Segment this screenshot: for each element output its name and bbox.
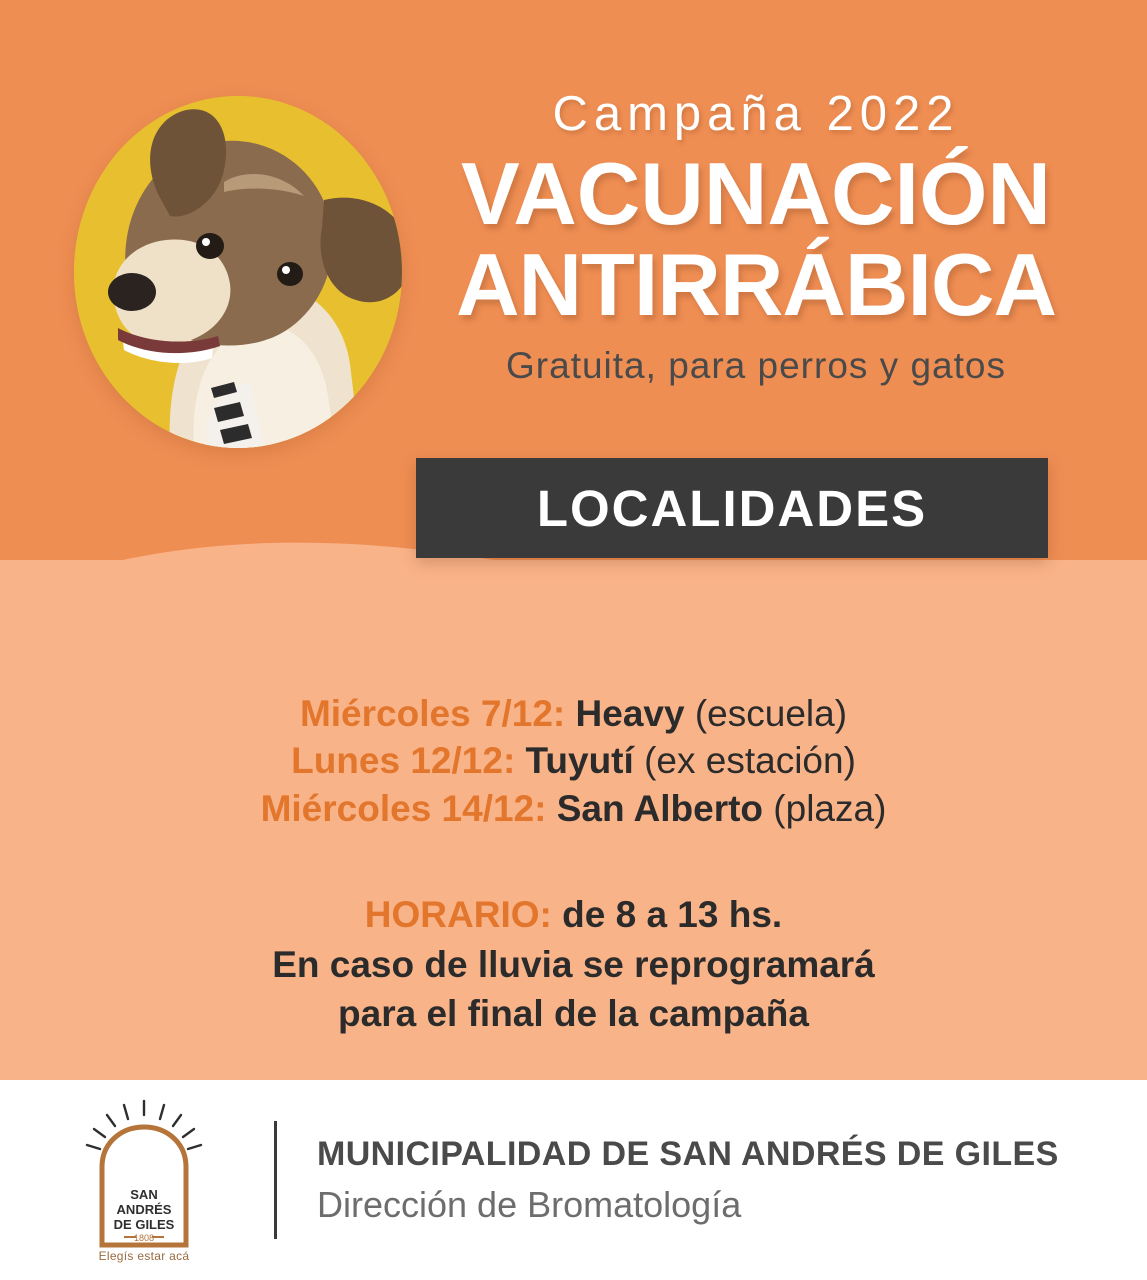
- headline-block: [416, 88, 1096, 387]
- svg-text:SAN: SAN: [130, 1187, 158, 1202]
- schedule-row: [0, 785, 1147, 832]
- rain-note-line-1: En caso de lluvia se reprogramará: [272, 943, 875, 985]
- schedule-list: [0, 690, 1147, 832]
- schedule-row: [0, 690, 1147, 737]
- poster-title-line-1: VACUNACIÓN: [461, 143, 1051, 243]
- hours-value: de 8 a 13 hs.: [562, 894, 783, 935]
- svg-text:DE GILES: DE GILES: [113, 1217, 175, 1232]
- logo-slogan: Elegís estar acá: [98, 1249, 190, 1263]
- schedule-date: Miércoles 7/12:: [299, 693, 566, 734]
- poster-subtitle: Gratuita, para perros y gatos: [506, 344, 1006, 386]
- svg-text:ANDRÉS: ANDRÉS: [116, 1202, 172, 1217]
- schedule-date: Miércoles 14/12:: [260, 787, 547, 829]
- municipality-logo: [28, 1095, 260, 1265]
- hours-block: [0, 890, 1147, 1039]
- localidades-label: LOCALIDADES: [536, 479, 928, 537]
- campaign-year-line: Campaña 2022: [552, 87, 960, 141]
- footer-organization: MUNICIPALIDAD DE SAN ANDRÉS DE GILES: [317, 1134, 1059, 1173]
- schedule-date: Lunes 12/12:: [291, 740, 516, 782]
- poster-title: [416, 143, 1096, 335]
- rain-note-line-2: para el final de la campaña: [338, 993, 809, 1035]
- hours-row: [0, 890, 1147, 940]
- schedule-place: Heavy: [575, 693, 685, 734]
- schedule-detail: (plaza): [773, 787, 887, 829]
- footer-bar: [0, 1080, 1147, 1280]
- schedule-detail: (ex estación): [644, 740, 856, 782]
- schedule-detail: (escuela): [694, 693, 848, 734]
- dog-illustration: [74, 96, 402, 448]
- sunrise-arch-logo-icon: [28, 1095, 260, 1265]
- poster-title-line-2: ANTIRRÁBICA: [455, 235, 1057, 335]
- dog-photo: [74, 96, 402, 448]
- footer-divider: [274, 1121, 277, 1239]
- localidades-banner: [416, 458, 1048, 558]
- hours-label: HORARIO:: [364, 894, 552, 935]
- svg-text:1808: 1808: [133, 1233, 155, 1243]
- schedule-row: [0, 737, 1147, 784]
- schedule-place: Tuyutí: [525, 740, 634, 782]
- footer-text-block: [317, 1135, 1059, 1226]
- schedule-place: San Alberto: [556, 787, 764, 829]
- footer-department: Dirección de Bromatología: [317, 1183, 742, 1225]
